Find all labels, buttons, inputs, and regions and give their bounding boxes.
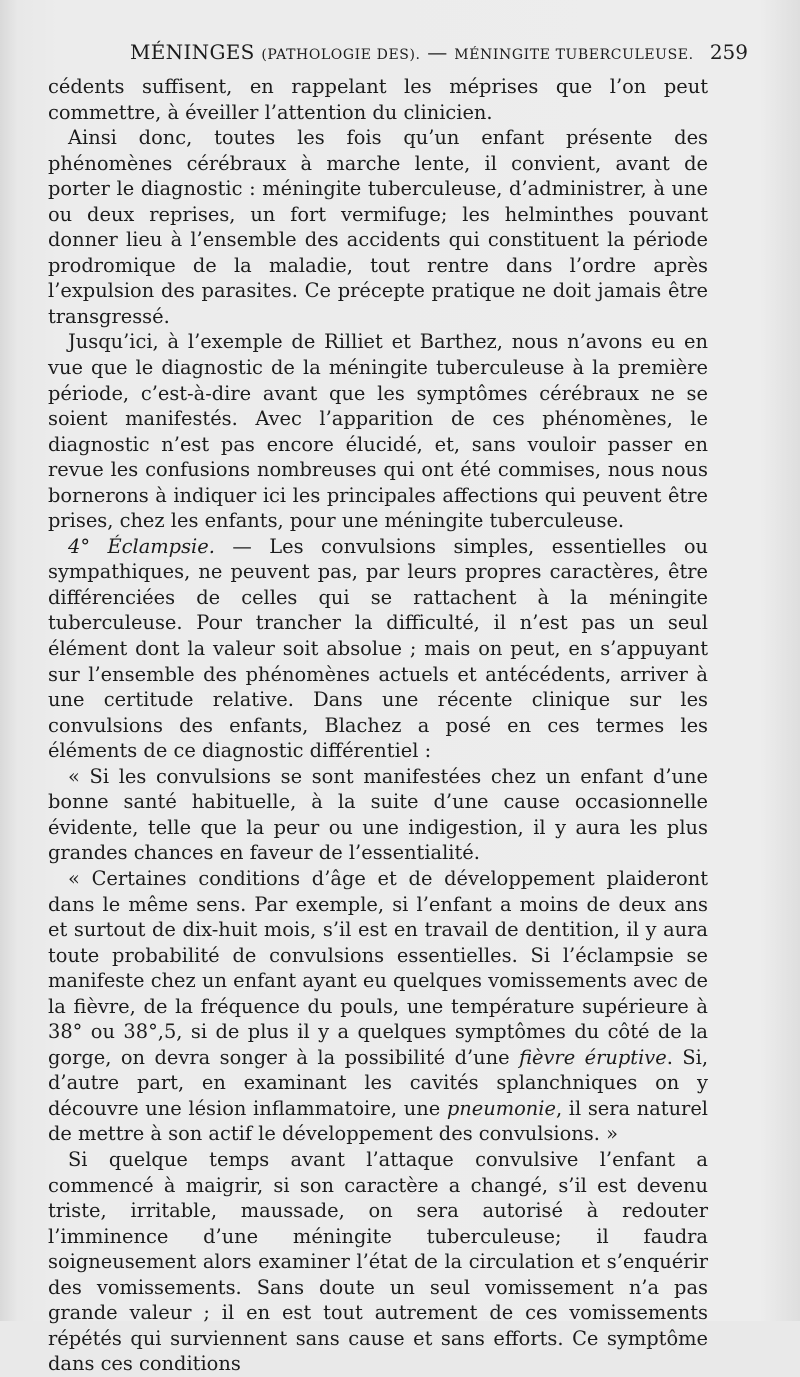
- running-head-dash: —: [427, 40, 448, 64]
- running-head-paren: (PATHOLOGIE DES).: [261, 47, 421, 63]
- paragraph-eclampsie-text: — Les convulsions simples, essentielles ou sympathiques, ne peuvent pas, par leurs propres caractères, être différenciées de celles qui se rattachent à la méningite tuberculeuse. Pour trancher la difficulté, il n’est pas un seul élément dont la valeur soit absolue ; mais on peut, en s’appuyant sur l’ensemble des phénomènes actuels et antécédents, arriver à une certitude relative. Dans une récente clinique sur les convulsions des enfants, Blachez a posé en ces termes les éléments de ce diagnostic différentiel :: [48, 534, 708, 763]
- page-number: 259: [709, 40, 748, 64]
- quote-text-part: . Si, d’autre part, en examinant les cavités splanchniques on y découvre une lésion inflammatoire, une: [48, 1045, 708, 1120]
- quote-text-part: « Certaines conditions d’âge et de développement plaideront dans le même sens. Par exemple, si l’enfant a moins de deux ans et surtout de dix-huit mois, s’il est en travail de dentition, il y aura toute probabilité de convulsions essentielles. Si l’éclampsie se manifeste chez un enfant ayant eu quelques vomissements avec de la fièvre, de la fréquence du pouls, une température supérieure à 38° ou 38°,5, si de plus il y a quelques symptômes du côté de la gorge, on devra songer à la possibilité d’une: [48, 866, 708, 1069]
- section-heading-eclampsie: 4° Éclampsie.: [68, 534, 215, 558]
- quote-paragraph-2: [48, 866, 708, 1147]
- quote-text-part: , il sera naturel de mettre à son actif le développement des convulsions. »: [48, 1096, 709, 1146]
- running-head-main: MÉNINGES: [130, 40, 255, 64]
- page-header: [48, 40, 748, 68]
- italic-term-fievre-eruptive: fièvre éruptive: [519, 1045, 667, 1069]
- body-text: [48, 74, 708, 1377]
- paragraph-vermifuge: Ainsi donc, toutes les fois qu’un enfant présente des phénomènes cérébraux à marche lente, il convient, avant de porter le diagnostic : méningite tuberculeuse, d’administrer, à une ou deux reprises, un fort vermifuge; les helminthes pouvant donner lieu à l’ensemble des accidents qui constituent la période prodromique de la maladie, tout rentre dans l’ordre après l’expulsion des parasites. Ce précepte pratique ne doit jamais être transgressé.: [48, 126, 708, 328]
- italic-term-pneumonie: pneumonie: [446, 1096, 556, 1120]
- paragraph-attaque-convulsive: Si quelque temps avant l’attaque convulsive l’enfant a commencé à maigrir, si son caractère a changé, s’il est devenu triste, irritable, maussade, on sera autorisé à redouter l’imminence d’une méningite tuberculeuse; il faudra soigneusement alors examiner l’état de la circulation et s’enquérir des vomissements. Sans doute un seul vomissement n’a pas grande valeur ; il en est tout autrement de ces vomissements répétés qui surviennent sans cause et sans efforts. Ce symptôme dans ces conditions: [48, 1147, 708, 1376]
- quote-paragraph-1: « Si les convulsions se sont manifestées chez un enfant d’une bonne santé habituelle, à la suite d’une cause occasionnelle évidente, telle que la peur ou une indigestion, il y aura les plus grandes chances en faveur de l’essentialité.: [48, 764, 708, 865]
- paragraph-continuation: cédents suffisent, en rappelant les méprises que l’on peut commettre, à éveiller l’attention du clinicien.: [48, 75, 708, 124]
- running-head: [130, 40, 694, 64]
- paragraph-eclampsie: [48, 534, 708, 764]
- running-head-topic: MÉNINGITE TUBERCULEUSE.: [454, 47, 694, 63]
- paragraph-rilliet-barthez: Jusqu’ici, à l’exemple de Rilliet et Barthez, nous n’avons eu en vue que le diagnostic de la méningite tuberculeuse à la première période, c’est-à-dire avant que les symptômes cérébraux ne se soient manifestés. Avec l’apparition de ces phénomènes, le diagnostic n’est pas encore élucidé, et, sans vouloir passer en revue les confusions nombreuses qui ont été commises, nous nous bornerons à indiquer ici les principales affections qui peuvent être prises, chez les enfants, pour une méningite tuberculeuse.: [48, 330, 708, 533]
